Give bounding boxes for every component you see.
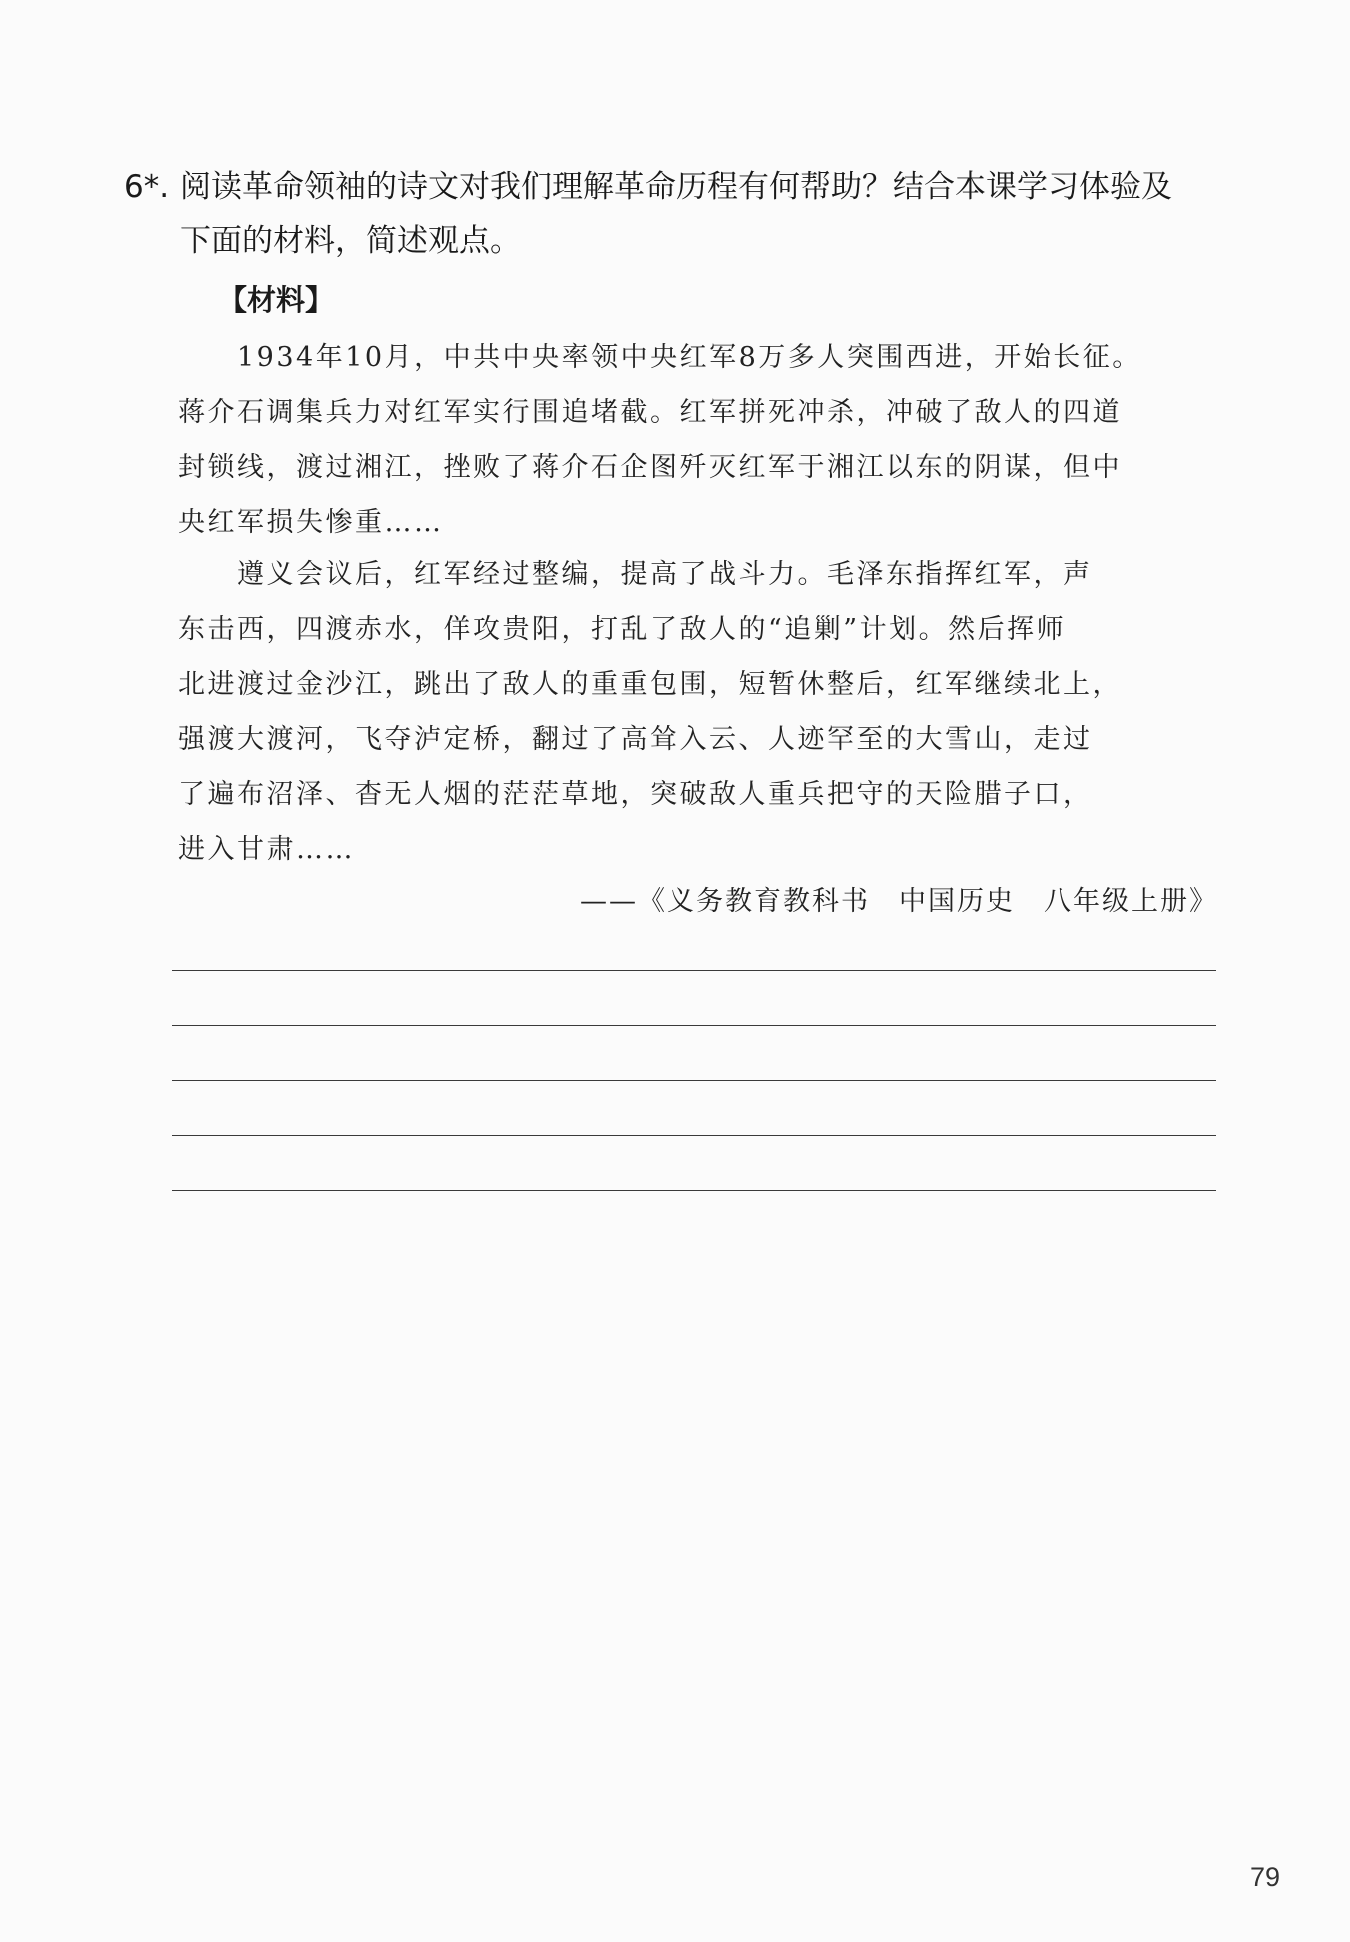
question-number: 6*.: [124, 169, 170, 205]
material-line: 1934年10月，中共中央率领中央红军8万多人突围西进，开始长征。: [178, 342, 1142, 373]
material-heading: 【材料】: [218, 283, 335, 317]
material-paragraph-2: [178, 547, 1216, 877]
material-line: 北进渡过金沙江，跳出了敌人的重重包围，短暂休整后，红军继续北上，: [178, 669, 1122, 700]
question-6: [124, 160, 1224, 268]
question-line-2: 下面的材料，简述观点。: [180, 223, 521, 259]
material-line: 遵义会议后，红军经过整编，提高了战斗力。毛泽东指挥红军，声: [178, 559, 1093, 590]
question-text-1: 阅读革命领袖的诗文对我们理解革命历程有何帮助？结合本课学习体验及: [180, 169, 1172, 205]
material-line: 蒋介石调集兵力对红军实行围追堵截。红军拼死冲杀，冲破了敌人的四道: [178, 397, 1122, 428]
material-line: 封锁线，渡过湘江，挫败了蒋介石企图歼灭红军于湘江以东的阴谋，但中: [178, 452, 1122, 483]
answer-line[interactable]: [172, 970, 1216, 971]
material-source: ——《义务教育教科书 中国历史 八年级上册》: [580, 886, 1218, 917]
answer-area[interactable]: [172, 970, 1216, 1245]
answer-line[interactable]: [172, 1190, 1216, 1191]
answer-line[interactable]: [172, 1135, 1216, 1136]
material-line: 强渡大渡河，飞夺泸定桥，翻过了高耸入云、人迹罕至的大雪山，走过: [178, 724, 1093, 755]
answer-line[interactable]: [172, 1080, 1216, 1081]
material-line: 央红军损失惨重……: [178, 507, 444, 538]
page-number: 79: [1249, 1862, 1280, 1892]
answer-line[interactable]: [172, 1025, 1216, 1026]
question-line-1: [124, 160, 1224, 214]
material-paragraph-1: [178, 330, 1216, 550]
material-line: 东击西，四渡赤水，佯攻贵阳，打乱了敌人的“追剿”计划。然后挥师: [178, 614, 1067, 645]
material-line: 了遍布沼泽、杳无人烟的茫茫草地，突破敌人重兵把守的天险腊子口，: [178, 779, 1093, 810]
material-line: 进入甘肃……: [178, 834, 355, 865]
